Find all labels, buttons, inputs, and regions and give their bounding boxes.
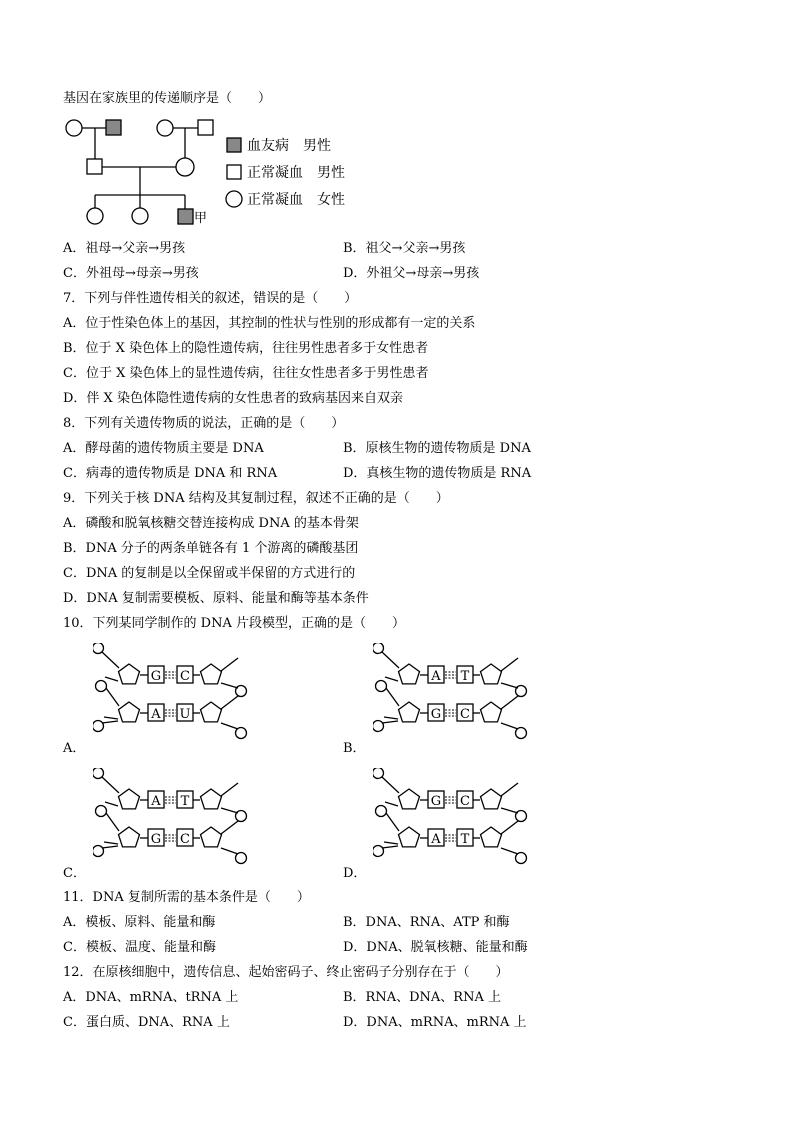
deoxyribose-sugar (399, 827, 420, 847)
phosphate-group (376, 806, 387, 817)
father-square (87, 159, 102, 174)
pedigree-chart (60, 115, 220, 230)
q12-stem: 12．在原核细胞中，遗传信息、起始密码子、终止密码子分别存在于（ ） (63, 965, 509, 980)
q8-option-c: C．病毒的遗传物质是 DNA 和 RNA (63, 466, 278, 481)
q10-option-d-label: D． (343, 866, 367, 881)
legend-normal-female: 正常凝血 女性 (247, 192, 345, 208)
q12-option-d: D．DNA、mRNA、mRNA 上 (343, 1015, 527, 1030)
q11-option-c: C．模板、温度、能量和酶 (63, 940, 216, 955)
dna-model-b (373, 643, 533, 753)
normal-male-legend-icon (226, 164, 242, 180)
base-letter: A (151, 707, 161, 722)
legend-affected-male: 血友病 男性 (247, 138, 331, 154)
base-letter: G (430, 707, 442, 722)
deoxyribose-sugar (481, 827, 502, 847)
dna-model-c (93, 768, 253, 878)
affected-male-legend-icon (226, 137, 242, 153)
q6-option-a: A．祖母→父亲→男孩 (63, 241, 186, 256)
deoxyribose-sugar (119, 664, 140, 684)
deoxyribose-sugar (201, 789, 222, 809)
base-letter: U (179, 707, 191, 722)
q7-option-b: B．位于 X 染色体上的隐性遗传病，往往男性患者多于女性患者 (63, 341, 429, 356)
phosphate-group (93, 768, 104, 779)
q6-option-b: B．祖父→父亲→男孩 (343, 241, 466, 256)
base-letter: A (151, 794, 161, 809)
deoxyribose-sugar (399, 664, 420, 684)
q9-option-b: B．DNA 分子的两条单链各有 1 个游离的磷酸基团 (63, 541, 359, 556)
normal-female-legend-icon (225, 190, 243, 208)
q12-option-a: A．DNA、mRNA、tRNA 上 (63, 990, 239, 1005)
base-letter: T (180, 794, 190, 809)
q12-option-b: B．RNA、DNA、RNA 上 (343, 990, 501, 1005)
proband-label: 甲 (194, 211, 208, 226)
base-letter: T (460, 832, 470, 847)
deoxyribose-sugar (201, 702, 222, 722)
q9-option-a: A．磷酸和脱氧核糖交替连接构成 DNA 的基本骨架 (63, 516, 359, 531)
dna-model-a (93, 643, 253, 753)
q9-stem: 9．下列关于核 DNA 结构及其复制过程，叙述不正确的是（ ） (63, 491, 449, 506)
q12-option-c: C．蛋白质、DNA、RNA 上 (63, 1015, 230, 1030)
base-letter: G (150, 669, 162, 684)
base-letter: C (460, 794, 470, 809)
deoxyribose-sugar (119, 827, 140, 847)
q8-stem: 8．下列有关遗传物质的说法，正确的是（ ） (63, 416, 345, 431)
q11-option-a: A．模板、原料、能量和酶 (63, 915, 216, 930)
maternal-grandmother-circle (157, 120, 173, 136)
deoxyribose-sugar (119, 789, 140, 809)
q10-option-c-label: C． (63, 866, 86, 881)
deoxyribose-sugar (201, 827, 222, 847)
q7-option-d: D．伴 X 染色体隐性遗传病的女性患者的致病基因来自双亲 (63, 391, 403, 406)
phosphate-group (376, 681, 387, 692)
q9-option-d: D．DNA 复制需要模板、原料、能量和酶等基本条件 (63, 591, 369, 606)
legend-normal-male: 正常凝血 男性 (247, 165, 345, 181)
grandfather-affected-square (106, 120, 121, 135)
question-6-stem: 基因在家族里的传递顺序是（ ） (63, 91, 272, 106)
grandmother-circle (66, 120, 82, 136)
deoxyribose-sugar (481, 664, 502, 684)
base-letter: C (180, 669, 190, 684)
q9-option-c: C．DNA 的复制是以全保留或半保留的方式进行的 (63, 566, 356, 581)
q11-stem: 11．DNA 复制所需的基本条件是（ ） (63, 890, 310, 905)
q7-option-c: C．位于 X 染色体上的显性遗传病，往往女性患者多于男性患者 (63, 366, 429, 381)
deoxyribose-sugar (399, 789, 420, 809)
phosphate-group (93, 643, 104, 654)
base-letter: G (150, 832, 162, 847)
q8-option-a: A．酵母菌的遗传物质主要是 DNA (63, 441, 264, 456)
phosphate-group (93, 721, 104, 732)
daughter-2-circle (132, 208, 148, 224)
base-letter: A (431, 832, 441, 847)
q8-option-b: B．原核生物的遗传物质是 DNA (343, 441, 531, 456)
deoxyribose-sugar (201, 664, 222, 684)
phosphate-group (96, 806, 107, 817)
base-letter: A (431, 669, 441, 684)
daughter-1-circle (87, 208, 103, 224)
phosphate-group (96, 681, 107, 692)
base-letter: T (460, 669, 470, 684)
mother-circle (176, 158, 194, 176)
base-letter: C (460, 707, 470, 722)
deoxyribose-sugar (481, 702, 502, 722)
phosphate-group (93, 846, 104, 857)
phosphate-group (373, 721, 384, 732)
q11-option-b: B．DNA、RNA、ATP 和酶 (343, 915, 510, 930)
deoxyribose-sugar (481, 789, 502, 809)
q6-option-c: C．外祖母→母亲→男孩 (63, 266, 199, 281)
dna-model-d (373, 768, 533, 878)
phosphate-group (373, 768, 384, 779)
q10-option-b-label: B． (343, 741, 366, 756)
proband-affected-square (178, 209, 193, 224)
q6-option-d: D．外祖父→母亲→男孩 (343, 266, 480, 281)
maternal-grandfather-square (198, 120, 213, 135)
q7-option-a: A．位于性染色体上的基因，其控制的性状与性别的形成都有一定的关系 (63, 316, 476, 331)
q11-option-d: D．DNA、脱氧核糖、能量和酶 (343, 940, 528, 955)
base-letter: C (180, 832, 190, 847)
phosphate-group (373, 846, 384, 857)
base-letter: G (430, 794, 442, 809)
phosphate-group (373, 643, 384, 654)
q8-option-d: D．真核生物的遗传物质是 RNA (343, 466, 532, 481)
q10-option-a-label: A． (63, 741, 86, 756)
q10-stem: 10．下列某同学制作的 DNA 片段模型，正确的是（ ） (63, 616, 405, 631)
deoxyribose-sugar (119, 702, 140, 722)
deoxyribose-sugar (399, 702, 420, 722)
q7-stem: 7．下列与伴性遗传相关的叙述，错误的是（ ） (63, 291, 358, 306)
